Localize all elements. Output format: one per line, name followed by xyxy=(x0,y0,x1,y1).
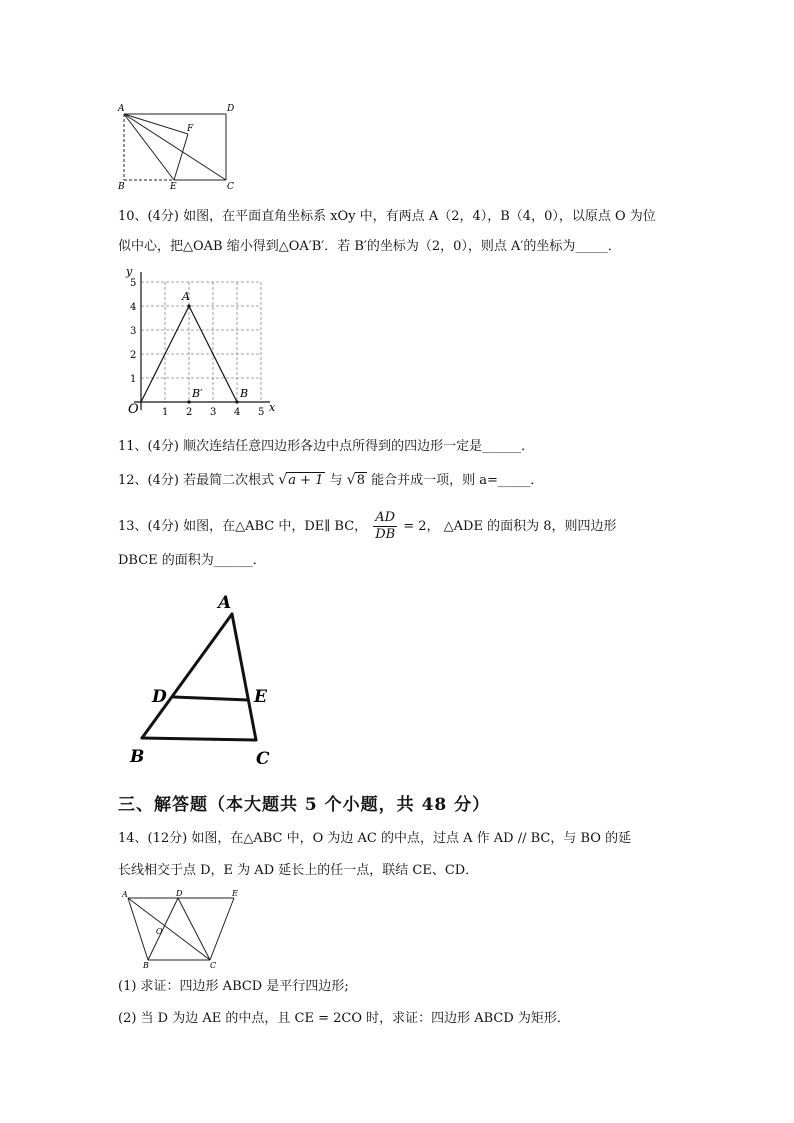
x-tick-3: 3 xyxy=(210,407,217,418)
q13-suffix: △ADE 的面积为 8，则四边形 xyxy=(443,519,617,534)
q10-line2: 似中心，把△OAB 缩小得到△OA′B′．若 B′的坐标为（2，0），则点 A′的坐标为_____． xyxy=(118,239,621,254)
q12-prefix: 12、(4分) 若最简二次根式 xyxy=(118,473,275,488)
label-a: A xyxy=(118,104,125,114)
section-heading: 三、解答题（本大题共 5 个小题，共 48 分） xyxy=(118,795,491,815)
y-tick-1: 1 xyxy=(130,374,137,385)
q13-fraction: $\frac{AD}{DB}$ xyxy=(375,510,396,542)
label-c: C xyxy=(227,182,234,192)
x-tick-4: 4 xyxy=(234,407,241,418)
point-e-label: E xyxy=(254,687,267,707)
label-e: E xyxy=(170,182,177,192)
q13-line1 xyxy=(118,510,617,543)
x-axis-label: x xyxy=(269,401,276,414)
q14-line2: 长线相交于点 D，E 为 AD 延长上的任一点，联结 CE、CD． xyxy=(118,863,479,878)
y-tick-5: 5 xyxy=(130,278,137,289)
q13-eq: = 2， xyxy=(403,519,440,534)
x-tick-5: 5 xyxy=(258,407,265,418)
vertex-b-label: B xyxy=(130,747,145,767)
point-bp-label: B′ xyxy=(192,387,203,400)
parallelogram-figure xyxy=(116,888,246,970)
label-b: B xyxy=(118,182,125,192)
fig14-label-b: B xyxy=(143,961,149,970)
triangle-figure xyxy=(120,588,290,772)
label-f: F xyxy=(187,124,194,134)
y-tick-2: 2 xyxy=(130,350,137,361)
q14-part1: (1) 求证：四边形 ABCD 是平行四边形; xyxy=(118,979,349,994)
q12-radical2: √ 8 xyxy=(346,472,365,488)
coordinate-graph xyxy=(112,264,282,422)
fig14-label-c: C xyxy=(210,961,217,970)
q13-prefix: 13、(4分) 如图，在△ABC 中，DE∥ BC， xyxy=(118,519,368,534)
fig14-label-d: D xyxy=(176,889,183,898)
q11-text: 11、(4分) 顺次连结任意四边形各边中点所得到的四边形一定是______． xyxy=(118,439,535,454)
q12-radical1: √ a + 1 xyxy=(278,472,324,488)
q14-part2: (2) 当 D 为边 AE 的中点，且 CE = 2CO 时，求证：四边形 ABCD 为矩形． xyxy=(118,1011,570,1026)
x-tick-2: 2 xyxy=(186,407,193,418)
q10-line1: 10、(4分) 如图，在平面直角坐标系 xOy 中，有两点 A（2，4），B（4，0），以原点 O 为位 xyxy=(118,209,656,224)
y-tick-4: 4 xyxy=(130,302,137,313)
fig14-label-a: A xyxy=(122,890,128,899)
y-axis-label: y xyxy=(126,265,133,278)
q14-line1: 14、(12分) 如图，在△ABC 中，O 为边 AC 的中点，过点 A 作 AD // BC，与 BO 的延 xyxy=(118,831,632,846)
fig14-label-o: O xyxy=(156,927,163,936)
x-tick-1: 1 xyxy=(162,407,169,418)
q12-text xyxy=(118,472,543,490)
point-a-label: A xyxy=(182,290,190,303)
origin-label: O xyxy=(128,402,139,417)
point-b-label: B xyxy=(240,387,249,400)
vertex-a-label: A xyxy=(218,593,232,613)
q13-line2: DBCE 的面积为______． xyxy=(118,553,266,568)
y-tick-3: 3 xyxy=(130,326,137,337)
vertex-c-label: C xyxy=(256,749,270,769)
fig14-label-e: E xyxy=(232,889,238,898)
q12-suffix: 能合并成一项，则 a=_____． xyxy=(371,473,544,488)
rectangle-fold-figure xyxy=(112,100,242,192)
point-d-label: D xyxy=(152,687,167,707)
q12-mid: 与 xyxy=(329,473,343,488)
label-d: D xyxy=(227,104,235,114)
